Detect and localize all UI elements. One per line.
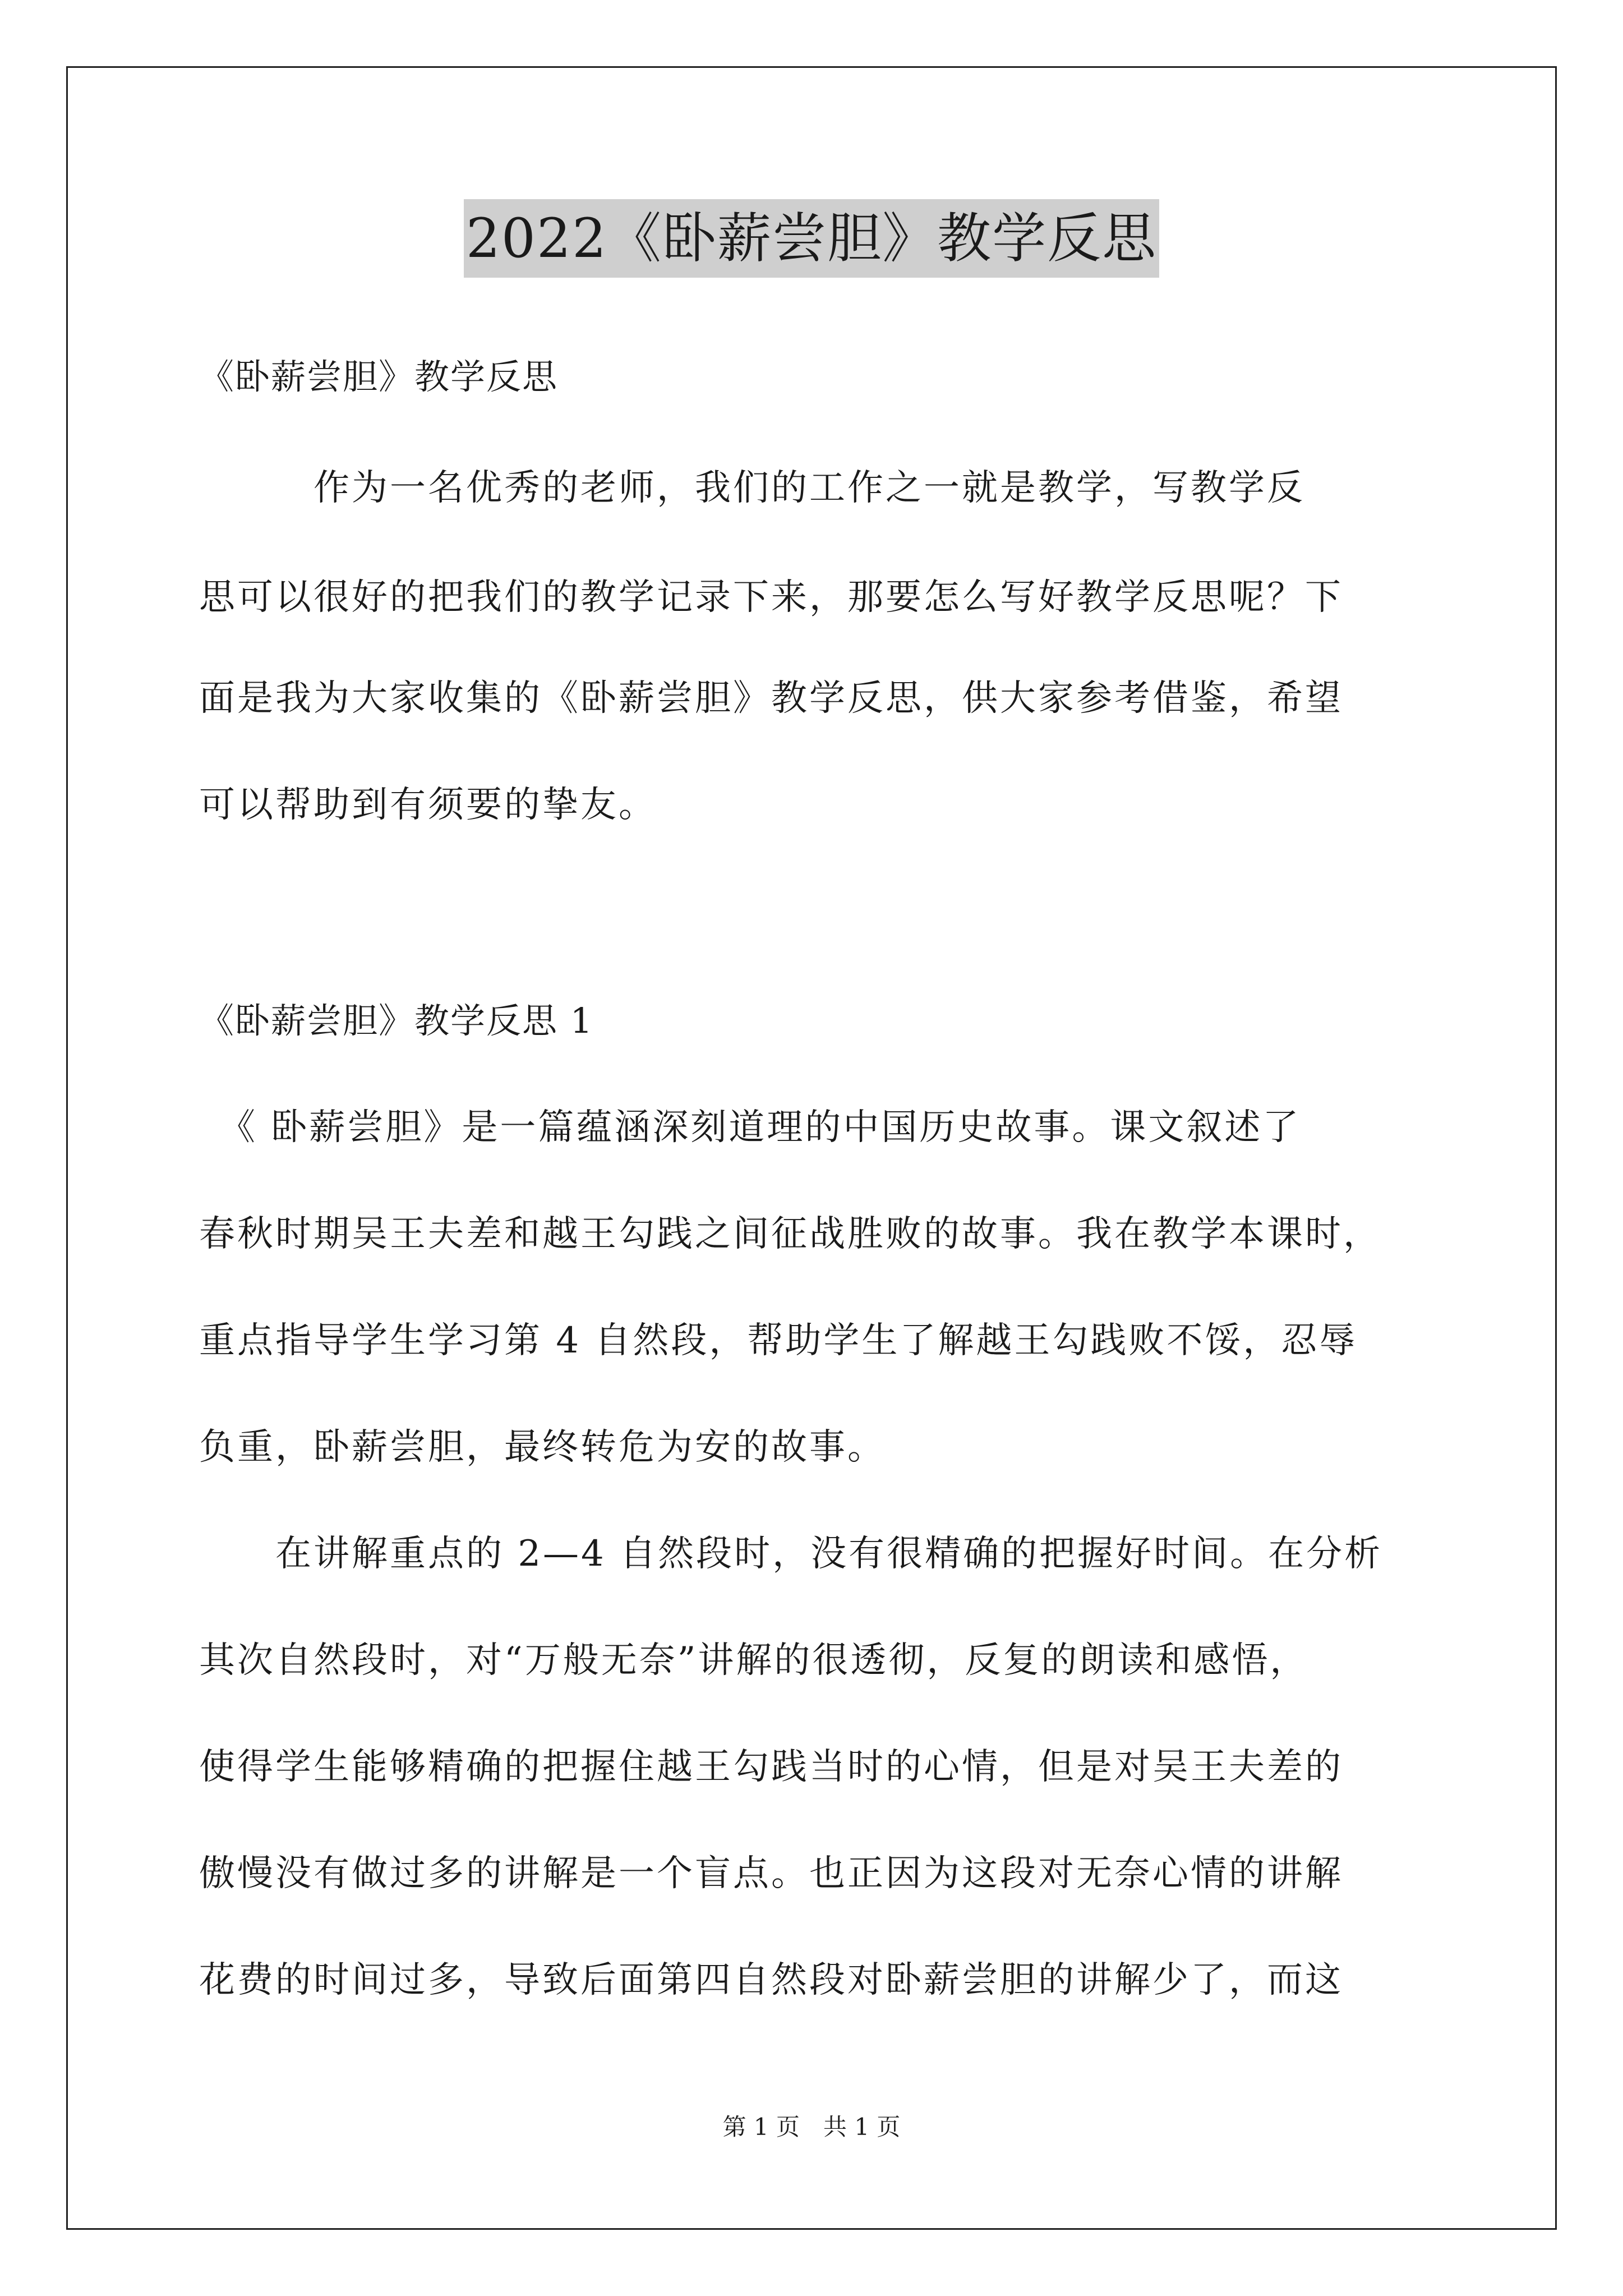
text-line: 傲慢没有做过多的讲解是一个盲点。也正因为这段对无奈心情的讲解 — [199, 1853, 1343, 1894]
text-line: 在讲解重点的 2—4 自然段时，没有很精确的把握好时间。在分析 — [199, 1533, 1383, 1575]
text-line: 使得学生能够精确的把握住越王勾践当时的心情，但是对吴王夫差的 — [199, 1746, 1343, 1788]
document-title-block — [0, 199, 1623, 278]
text-line: 《 卧薪尝胆》是一篇蕴涵深刻道理的中国历史故事。课文叙述了 — [199, 1107, 1301, 1148]
section-heading: 《卧薪尝胆》教学反思 1 — [199, 1000, 594, 1041]
text-line: 可以帮助到有须要的挚友。 — [199, 784, 657, 826]
document-title: 2022《卧薪尝胆》教学反思 — [464, 199, 1159, 278]
text-line: 春秋时期吴王夫差和越王勾践之间征战胜败的故事。我在教学本课时， — [199, 1213, 1381, 1255]
section-heading: 《卧薪尝胆》教学反思 — [199, 356, 559, 397]
text-line: 作为一名优秀的老师，我们的工作之一就是教学，写教学反 — [199, 467, 1305, 509]
page-footer: 第 1 页 共 1 页 — [722, 2113, 901, 2141]
text-line: 负重，卧薪尝胆，最终转危为安的故事。 — [199, 1427, 886, 1468]
text-line: 花费的时间过多，导致后面第四自然段对卧薪尝胆的讲解少了，而这 — [199, 1959, 1343, 2001]
text-line: 面是我为大家收集的《卧薪尝胆》教学反思，供大家参考借鉴，希望 — [199, 678, 1343, 719]
text-line: 思可以很好的把我们的教学记录下来，那要怎么写好教学反思呢？下 — [199, 577, 1343, 618]
text-line: 重点指导学生学习第 4 自然段，帮助学生了解越王勾践败不馁，忍辱 — [199, 1320, 1358, 1361]
text-line: 其次自然段时，对“万般无奈”讲解的很透彻，反复的朗读和感悟， — [199, 1640, 1308, 1681]
